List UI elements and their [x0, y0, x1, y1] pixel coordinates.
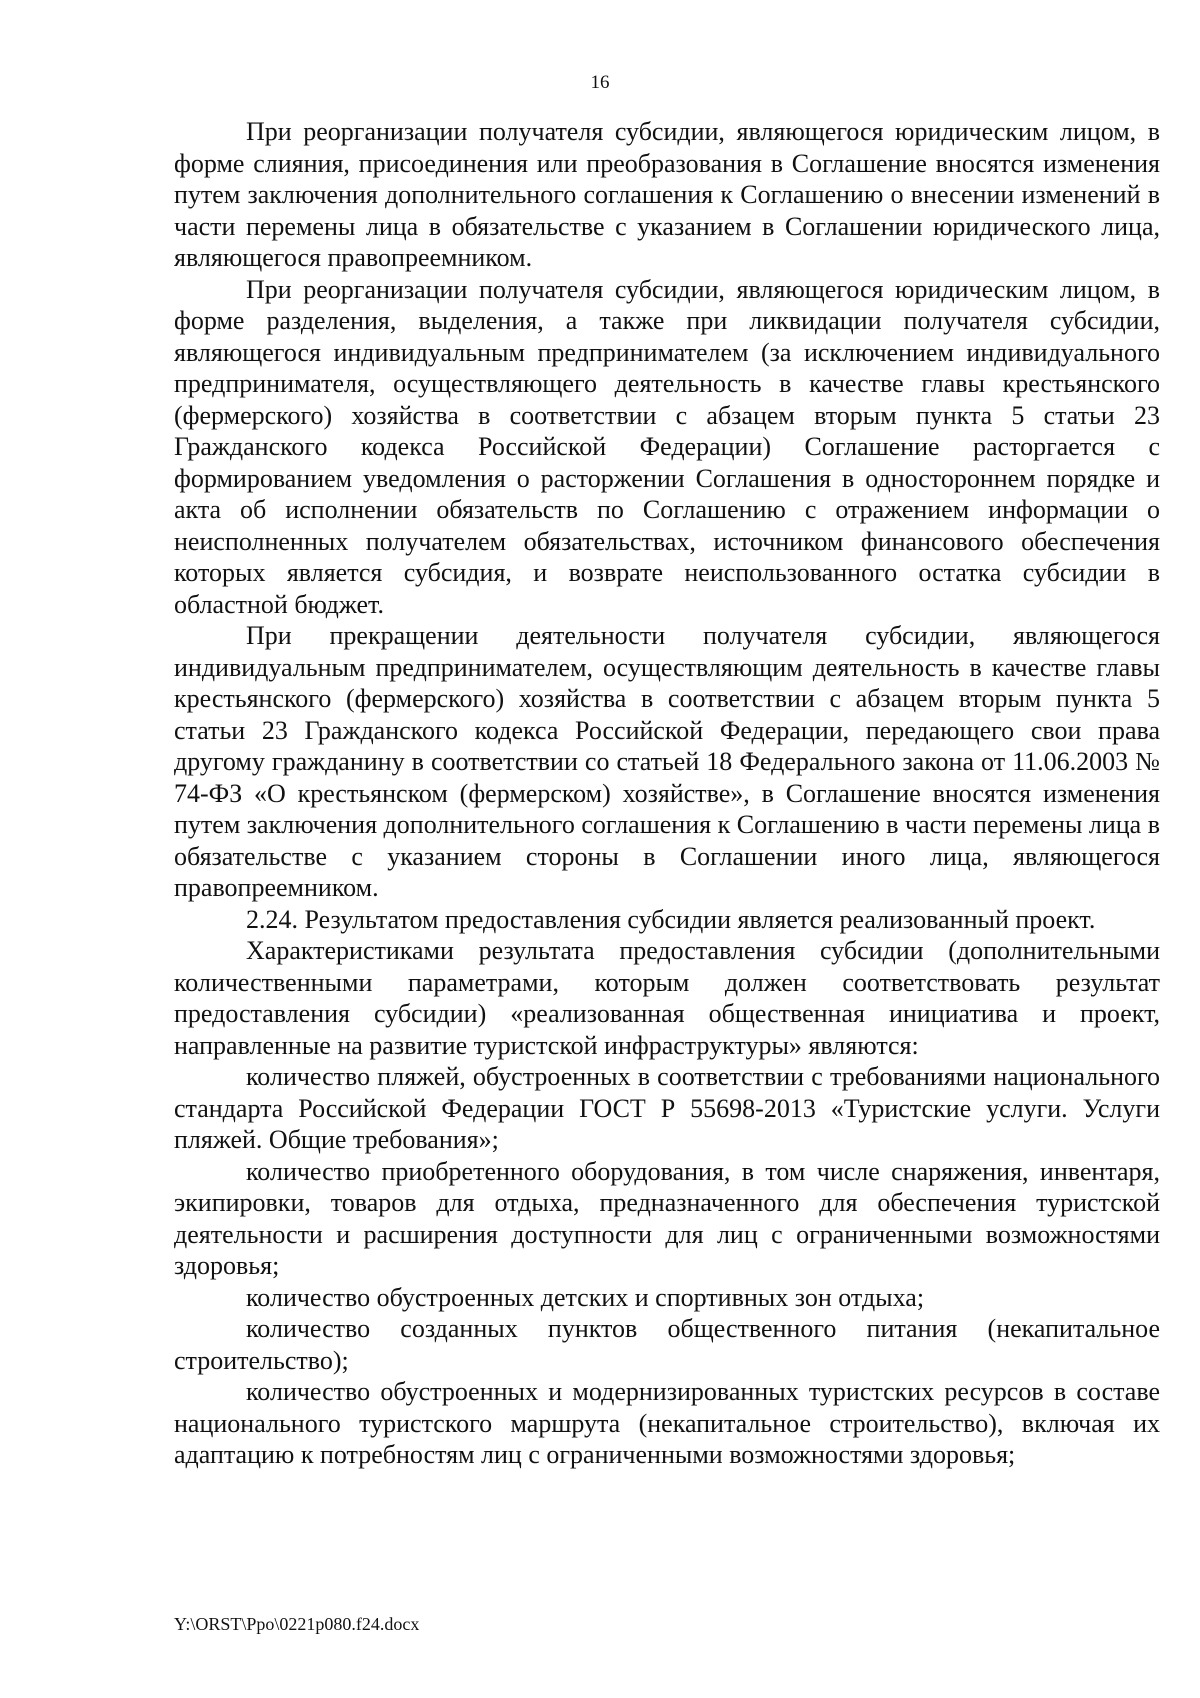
footer-file-path: Y:\ORST\Ppo\0221p080.f24.docx	[174, 1614, 420, 1634]
paragraph-activity-termination: При прекращении деятельности получателя субсидии, являющегося индивидуальным предпринимателем, осуществляющим деятельность в качестве главы крестьянского (фермерского) хозяйства в соответствии с абзацем вторым пункта 5 статьи 23 Гражданского кодекса Российской Федерации, передающего свои права другому гражданину в соответствии со статьей 18 Федерального закона от 11.06.2003 № 74-ФЗ «О крестьянском (фермерском) хозяйстве», в Соглашение вносятся изменения путем заключения дополнительного соглашения к Соглашению в части перемены лица в обязательстве с указанием стороны в Соглашении иного лица, являющегося правопреемником.	[174, 621, 1160, 902]
list-item-recreation-zones: количество обустроенных детских и спортивных зон отдыха;	[246, 1282, 925, 1312]
paragraph-division-reorganization: При реорганизации получателя субсидии, являющегося юридическим лицом, в форме разделения, выделения, а также при ликвидации получателя субсидии, являющегося индивидуальным предпринимателем (за исключением индивидуального предпринимателя, осуществляющего деятельность в качестве главы крестьянского (фермерского) хозяйства в соответствии с абзацем вторым пункта 5 статьи 23 Гражданского кодекса Российской Федерации) Соглашение расторгается с формированием уведомления о расторжении Соглашения в одностороннем порядке и акта об исполнении обязательств по Соглашению с отражением информации о неисполненных получателем обязательствах, источником финансового обеспечения которых является субсидия, и возврате неиспользованного остатка субсидии в областной бюджет.	[174, 274, 1160, 619]
list-item-tourist-resources: количество обустроенных и модернизированных туристских ресурсов в составе национального туристского маршрута (некапитальное строительство), включая их адаптацию к потребностям лиц с ограниченными возможностями здоровья;	[174, 1377, 1160, 1469]
list-item-catering-points: количество созданных пунктов общественного питания (некапитальное строительство);	[174, 1314, 1160, 1375]
document-body	[174, 116, 1160, 1471]
page-number: 16	[590, 72, 610, 93]
paragraph-result-characteristics: Характеристиками результата предоставления субсидии (дополнительными количественными параметрами, которым должен соответствовать результат предоставления субсидии) «реализованная общественная инициатива и проект, направленные на развитие туристской инфраструктуры» являются:	[174, 936, 1160, 1060]
paragraph-subsidy-result: 2.24. Результатом предоставления субсидии является реализованный проект.	[246, 904, 1096, 934]
list-item-beaches: количество пляжей, обустроенных в соответствии с требованиями национального стандарта Российской Федерации ГОСТ Р 55698-2013 «Туристские услуги. Услуги пляжей. Общие требования»;	[174, 1062, 1160, 1154]
list-item-equipment: количество приобретенного оборудования, в том числе снаряжения, инвентаря, экипировки, товаров для отдыха, предназначенного для обеспечения туристской деятельности и расширения доступности для лиц с ограниченными возможностями здоровья;	[174, 1156, 1160, 1280]
paragraph-merger-reorganization: При реорганизации получателя субсидии, являющегося юридическим лицом, в форме слияния, присоединения или преобразования в Соглашение вносятся изменения путем заключения дополнительного соглашения к Соглашению о внесении изменений в части перемены лица в обязательстве с указанием в Соглашении юридического лица, являющегося правопреемником.	[174, 117, 1160, 272]
